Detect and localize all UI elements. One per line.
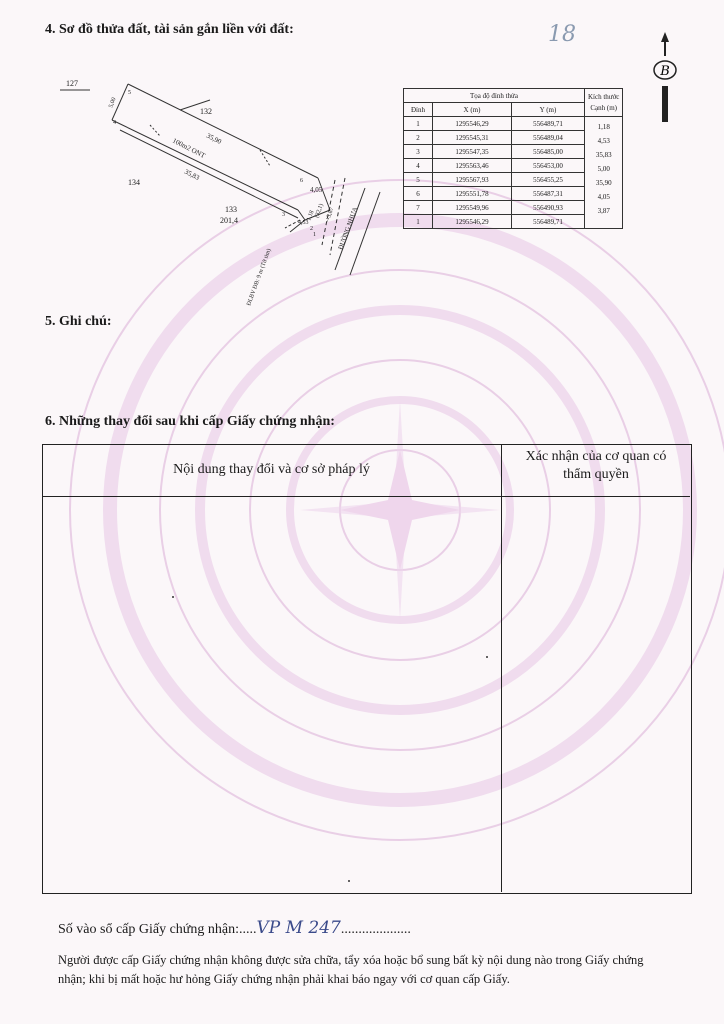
changes-table [42,444,692,894]
section-6-heading: 6. Những thay đổi sau khi cấp Giấy chứng nhận: [45,414,335,429]
table-row: 2 1295545,31 556489,04 4,53 [404,131,623,145]
edge-35-90: 35,90 [205,131,223,146]
edge-4-05: 4,05 [310,186,323,194]
size-header [585,89,623,117]
table-row: 3 1295547,35 556485,00 35,83 [404,145,623,159]
vertex-4: 4 [113,120,116,126]
table-header-divider [42,496,690,497]
mark-dot [172,596,174,598]
parcel-label: 100m2 ONT [171,136,207,160]
edge-35-83: 35,83 [183,167,201,182]
mark-dot [486,656,488,658]
edge-size: 3,87 [597,206,610,215]
registry-number: VP M 247 [256,918,341,938]
vertex-coordinates-table [403,88,623,229]
parcel-133-area: 201,4 [220,216,238,225]
edge-32-1: (32,1) [314,203,325,219]
vertex-2: 2 [310,226,313,232]
vertex-1: 1 [313,232,316,238]
table-row: 5 1295567,93 556455,25 35,90 [404,173,623,187]
section-4-heading: 4. Sơ đồ thửa đất, tài sản gắn liền với đất: [45,22,294,37]
size-header-line2: Cạnh (m) [590,103,618,112]
road-name: ĐƯỜNG NHỰA [337,206,360,251]
parcel-132: 132 [200,107,212,116]
edge-4-53: 4,53 [298,220,309,226]
registry-lead-dots: ..... [239,922,257,937]
mark-dot [348,880,350,882]
edge-size: 35,90 [595,178,612,187]
vertex-5: 5 [128,90,131,96]
vertex-3: 3 [282,212,285,218]
edge-5-00: 5,00 [108,96,118,109]
table-column-divider [501,444,502,892]
parcel-127: 127 [66,79,78,88]
section-5-heading: 5. Ghi chú: [45,314,112,329]
certificate-warning-note: Người được cấp Giấy chứng nhận không được sửa chữa, tẩy xóa hoặc bổ sung bất kỳ nội dung nào trong Giấy chứng nhận; khi bị mất hoặc hư hỏng Giấy chứng nhận phải khai báo ngay với cơ quan cấp Giấy. [58,953,644,986]
authority-confirm-line1: Xác nhận của cơ quan có [525,449,667,464]
security-seal-icon [650,30,680,130]
col-y: Y (m) [512,103,585,117]
table-row: 4 1295563,46 556453,00 5,00 [404,159,623,173]
table-row: 6 1295551,78 556487,31 4,05 [404,187,623,201]
page-number: 18 [548,22,576,47]
registry-label: Số vào sổ cấp Giấy chứng nhận: [58,922,239,937]
road-buffer-note: ĐLBV ĐB: 9 m (Từ tim) [246,247,273,307]
edge-size: 35,83 [595,150,612,159]
edge-size: 5,00 [597,164,610,173]
changes-content-header: Nội dung thay đổi và cơ sở pháp lý [173,462,370,477]
edge-3-87: 3,87 [326,206,336,219]
parcel-134: 134 [128,178,140,187]
vertex-6: 6 [300,178,303,184]
edge-1-18: 1,18 [306,209,316,222]
seal-letter: B [660,64,670,79]
registry-tail-dots: .................... [340,922,411,937]
edge-size: 1,18 [597,122,610,131]
edge-size: 4,05 [597,192,610,201]
authority-confirm-line2: thẩm quyền [563,467,629,482]
table-row: 7 1295549,96 556490,93 3,87 [404,201,623,215]
parcel-sketch [60,70,400,310]
authority-confirm-header [502,448,690,496]
col-x: X (m) [433,103,512,117]
coord-table-title: Tọa độ đỉnh thửa [404,89,585,103]
table-row: 1 1295546,29 556489,71 1,18 [404,117,623,131]
size-header-line1: Kích thước [588,92,620,101]
registry-number-line [58,918,411,938]
edge-size: 4,53 [597,136,610,145]
col-vertex: Đỉnh [404,103,433,117]
parcel-133: 133 [225,205,237,214]
table-row: 1 1295546,29 556489,71 [404,215,623,229]
vertex-7: 7 [326,218,329,224]
